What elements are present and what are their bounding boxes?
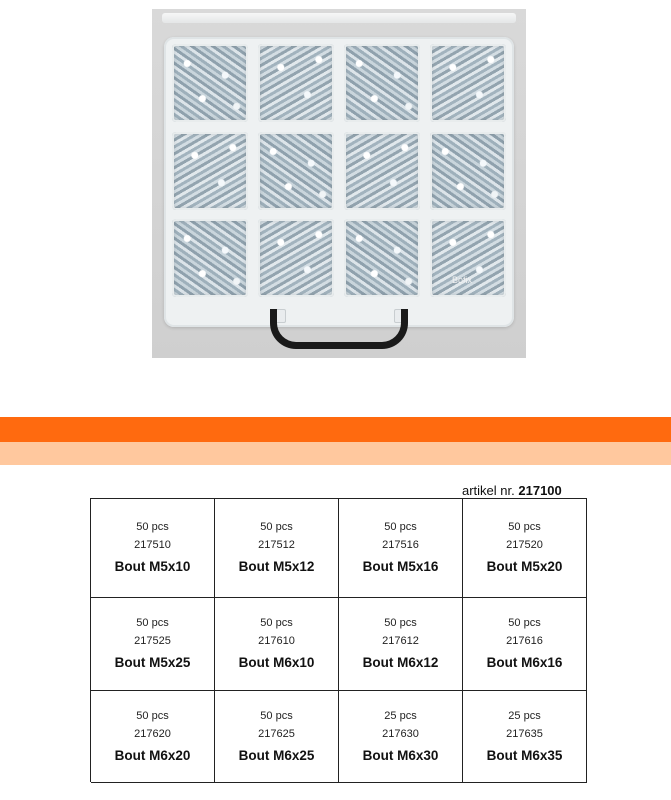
product-name: Bout M6x10 (238, 655, 315, 670)
compartment (258, 44, 334, 122)
product-quantity: 50 pcs (508, 521, 541, 533)
product-name: Bout M5x16 (362, 559, 439, 574)
product-code: 217625 (258, 727, 295, 740)
compartment (258, 219, 334, 297)
product-code: 217612 (382, 635, 419, 647)
product-name: Bout M6x25 (238, 747, 315, 763)
product-quantity: 50 pcs (384, 617, 417, 629)
product-cell (339, 691, 463, 783)
product-quantity: 50 pcs (260, 617, 293, 629)
product-cell (463, 691, 587, 783)
product-name: Bout M6x16 (486, 655, 563, 670)
compartment (344, 132, 420, 210)
product-code: 217635 (506, 727, 543, 740)
product-quantity: 50 pcs (260, 709, 293, 722)
orange-band-light (0, 442, 671, 465)
product-code: 217516 (382, 539, 419, 551)
product-name: Bout M6x35 (486, 747, 563, 763)
product-cell (339, 598, 463, 691)
product-quantity: 25 pcs (384, 709, 417, 722)
product-code: 217610 (258, 635, 295, 647)
product-grid (90, 498, 587, 782)
product-name: Bout M6x30 (362, 747, 439, 763)
product-quantity: 50 pcs (260, 521, 293, 533)
product-name: Bout M5x25 (114, 655, 191, 670)
product-cell (91, 598, 215, 691)
compartment (258, 132, 334, 210)
compartment (172, 132, 248, 210)
watermark-logo: Bofix (452, 275, 473, 285)
compartment (344, 44, 420, 122)
product-name: Bout M6x20 (114, 747, 191, 763)
product-quantity: 50 pcs (508, 617, 541, 629)
product-cell (463, 499, 587, 598)
product-code: 217510 (134, 539, 171, 551)
article-label: artikel nr. (462, 483, 515, 498)
product-code: 217620 (134, 727, 171, 740)
compartment (430, 44, 506, 122)
compartment (172, 219, 248, 297)
product-quantity: 50 pcs (136, 709, 169, 722)
carry-handle (270, 309, 408, 349)
product-name: Bout M5x10 (114, 559, 191, 574)
compartment (172, 44, 248, 122)
product-cell (215, 598, 339, 691)
product-quantity: 50 pcs (136, 521, 169, 533)
product-code: 217616 (506, 635, 543, 647)
product-code: 217630 (382, 727, 419, 740)
compartment (430, 219, 506, 297)
product-cell (339, 499, 463, 598)
product-quantity: 50 pcs (136, 617, 169, 629)
product-quantity: 25 pcs (508, 709, 541, 722)
orange-band-dark (0, 417, 671, 442)
article-value: 217100 (518, 483, 562, 498)
product-cell (215, 499, 339, 598)
product-cell (91, 499, 215, 598)
article-number (462, 483, 562, 498)
product-code: 217512 (258, 539, 295, 551)
compartment (430, 132, 506, 210)
product-name: Bout M6x12 (362, 655, 439, 670)
product-name: Bout M5x12 (238, 559, 315, 574)
product-code: 217525 (134, 635, 171, 647)
product-quantity: 50 pcs (384, 521, 417, 533)
compartment (344, 219, 420, 297)
product-cell (91, 691, 215, 783)
product-name: Bout M5x20 (486, 559, 563, 574)
product-photo (152, 9, 526, 358)
product-code: 217520 (506, 539, 543, 551)
case-lid-edge (162, 13, 516, 23)
product-cell (215, 691, 339, 783)
product-cell (463, 598, 587, 691)
